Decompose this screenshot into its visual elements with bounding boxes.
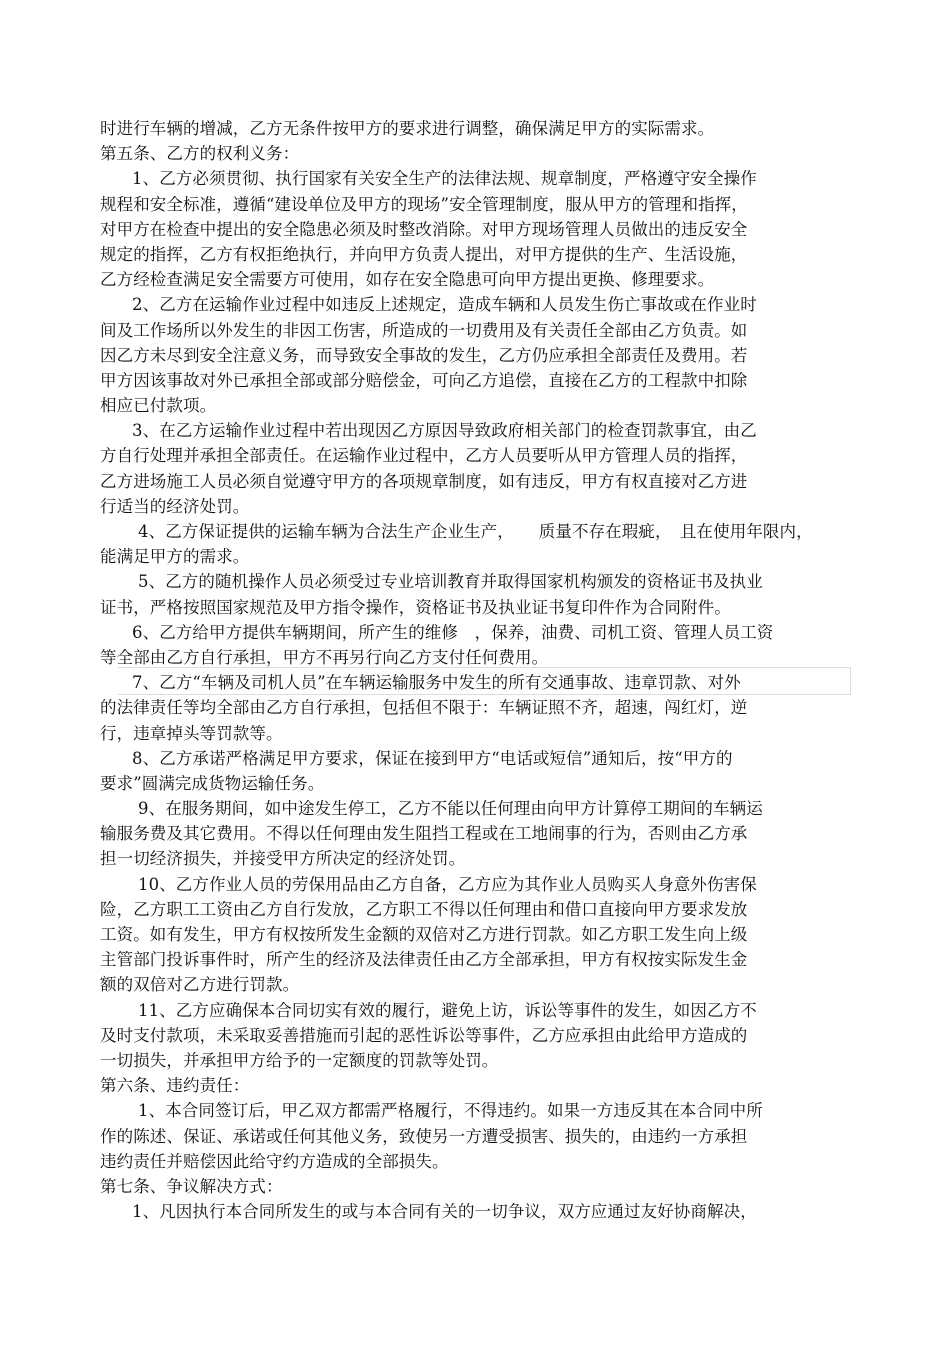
text-line: 一切损失，并承担甲方给予的一定额度的罚款等处罚。 xyxy=(100,1050,499,1070)
text-line: 7、乙方“车辆及司机人员”在车辆运输服务中发生的所有交通事故、违章罚款、对外 xyxy=(132,673,741,693)
text-line: 11、乙方应确保本合同切实有效的履行，避免上访，诉讼等事件的发生，如因乙方不 xyxy=(138,1000,757,1020)
text-line: 方自行处理并承担全部责任。在运输作业过程中，乙方人员要听从甲方管理人员的指挥， xyxy=(100,446,748,466)
text-line: 3、在乙方运输作业过程中若出现因乙方原因导致政府相关部门的检查罚款事宜，由乙 xyxy=(132,421,757,441)
text-line: 对甲方在检查中提出的安全隐患必须及时整改消除。对甲方现场管理人员做出的违反安全 xyxy=(100,219,748,239)
text-line: 1、本合同签订后，甲乙双方都需严格履行，不得违约。如果一方违反其在本合同中所 xyxy=(138,1101,763,1121)
text-line: 6、乙方给甲方提供车辆期间，所产生的维修 ，保养，油费、司机工资、管理人员工资 xyxy=(132,622,774,642)
text-line: 8、乙方承诺严格满足甲方要求，保证在接到甲方“电话或短信”通知后，按“甲方的 xyxy=(132,748,733,768)
text-line: 乙方进场施工人员必须自觉遵守甲方的各项规章制度，如有违反，甲方有权直接对乙方进 xyxy=(100,471,748,491)
text-line: 及时支付款项，未采取妥善措施而引起的恶性诉讼等事件，乙方应承担由此给甲方造成的 xyxy=(100,1025,748,1045)
text-line: 输服务费及其它费用。不得以任何理由发生阻挡工程或在工地闹事的行为，否则由乙方承 xyxy=(100,824,748,844)
text-line: 额的双倍对乙方进行罚款。 xyxy=(100,975,300,995)
text-line: 乙方经检查满足安全需要方可使用，如存在安全隐患可向甲方提出更换、修理要求。 xyxy=(100,270,715,290)
text-line: 甲方因该事故对外已承担全部或部分赔偿金，可向乙方追偿，直接在乙方的工程款中扣除 xyxy=(100,370,748,390)
text-line: 第五条、乙方的权利义务： xyxy=(100,144,300,164)
text-line: 9、在服务期间，如中途发生停工，乙方不能以任何理由向甲方计算停工期间的车辆运 xyxy=(138,799,763,819)
text-line: 规定的指挥，乙方有权拒绝执行，并向甲方负责人提出，对甲方提供的生产、生活设施， xyxy=(100,244,748,264)
text-line: 险，乙方职工工资由乙方自行发放，乙方职工不得以任何理由和借口直接向甲方要求发放 xyxy=(100,899,748,919)
text-line: 行，违章掉头等罚款等。 xyxy=(100,723,283,743)
contract-text-body xyxy=(100,116,840,1224)
text-line: 因乙方未尽到安全注意义务，而导致安全事故的发生，乙方仍应承担全部责任及费用。若 xyxy=(100,345,748,365)
text-line: 1、凡因执行本合同所发生的或与本合同有关的一切争议，双方应通过友好协商解决， xyxy=(132,1202,757,1222)
text-line: 1、乙方必须贯彻、执行国家有关安全生产的法律法规、规章制度，严格遵守安全操作 xyxy=(132,169,757,189)
text-line: 证书，严格按照国家规范及甲方指令操作，资格证书及执业证书复印件作为合同附件。 xyxy=(100,597,731,617)
text-line: 相应已付款项。 xyxy=(100,396,217,416)
text-line: 要求”圆满完成货物运输任务。 xyxy=(100,773,325,793)
text-line: 5、乙方的随机操作人员必须受过专业培训教育并取得国家机构颁发的资格证书及执业 xyxy=(138,572,763,592)
text-line: 能满足甲方的需求。 xyxy=(100,547,250,567)
text-line: 规程和安全标准，遵循“建设单位及甲方的现场”安全管理制度，服从甲方的管理和指挥， xyxy=(100,194,748,214)
text-line: 工资。如有发生，甲方有权按所发生金额的双倍对乙方进行罚款。如乙方职工发生向上级 xyxy=(100,925,748,944)
text-line: 的法律责任等均全部由乙方自行承担，包括但不限于：车辆证照不齐，超速，闯红灯，逆 xyxy=(100,698,748,718)
text-line: 第六条、违约责任： xyxy=(100,1076,250,1096)
text-line: 第七条、争议解决方式： xyxy=(100,1176,283,1196)
text-line: 等全部由乙方自行承担，甲方不再另行向乙方支付任何费用。 xyxy=(100,647,549,667)
text-line: 间及工作场所以外发生的非因工伤害，所造成的一切费用及有关责任全部由乙方负责。如 xyxy=(100,320,748,340)
text-line: 违约责任并赔偿因此给守约方造成的全部损失。 xyxy=(100,1151,449,1171)
text-line: 担一切经济损失，并接受甲方所决定的经济处罚。 xyxy=(100,849,466,869)
text-line: 4、乙方保证提供的运输车辆为合法生产企业生产， 质量不存在瑕疵， 且在使用年限内， xyxy=(138,522,813,541)
text-line: 10、乙方作业人员的劳保用品由乙方自备，乙方应为其作业人员购买人身意外伤害保 xyxy=(138,874,757,894)
text-line: 时进行车辆的增减，乙方无条件按甲方的要求进行调整，确保满足甲方的实际需求。 xyxy=(100,119,715,138)
text-line: 行适当的经济处罚。 xyxy=(100,496,250,516)
text-line: 作的陈述、保证、承诺或任何其他义务，致使另一方遭受损害、损失的，由违约一方承担 xyxy=(100,1126,748,1146)
text-line: 主管部门投诉事件时，所产生的经济及法律责任由乙方全部承担，甲方有权按实际发生金 xyxy=(100,950,748,970)
text-line: 2、乙方在运输作业过程中如违反上述规定，造成车辆和人员发生伤亡事故或在作业时 xyxy=(132,295,757,315)
